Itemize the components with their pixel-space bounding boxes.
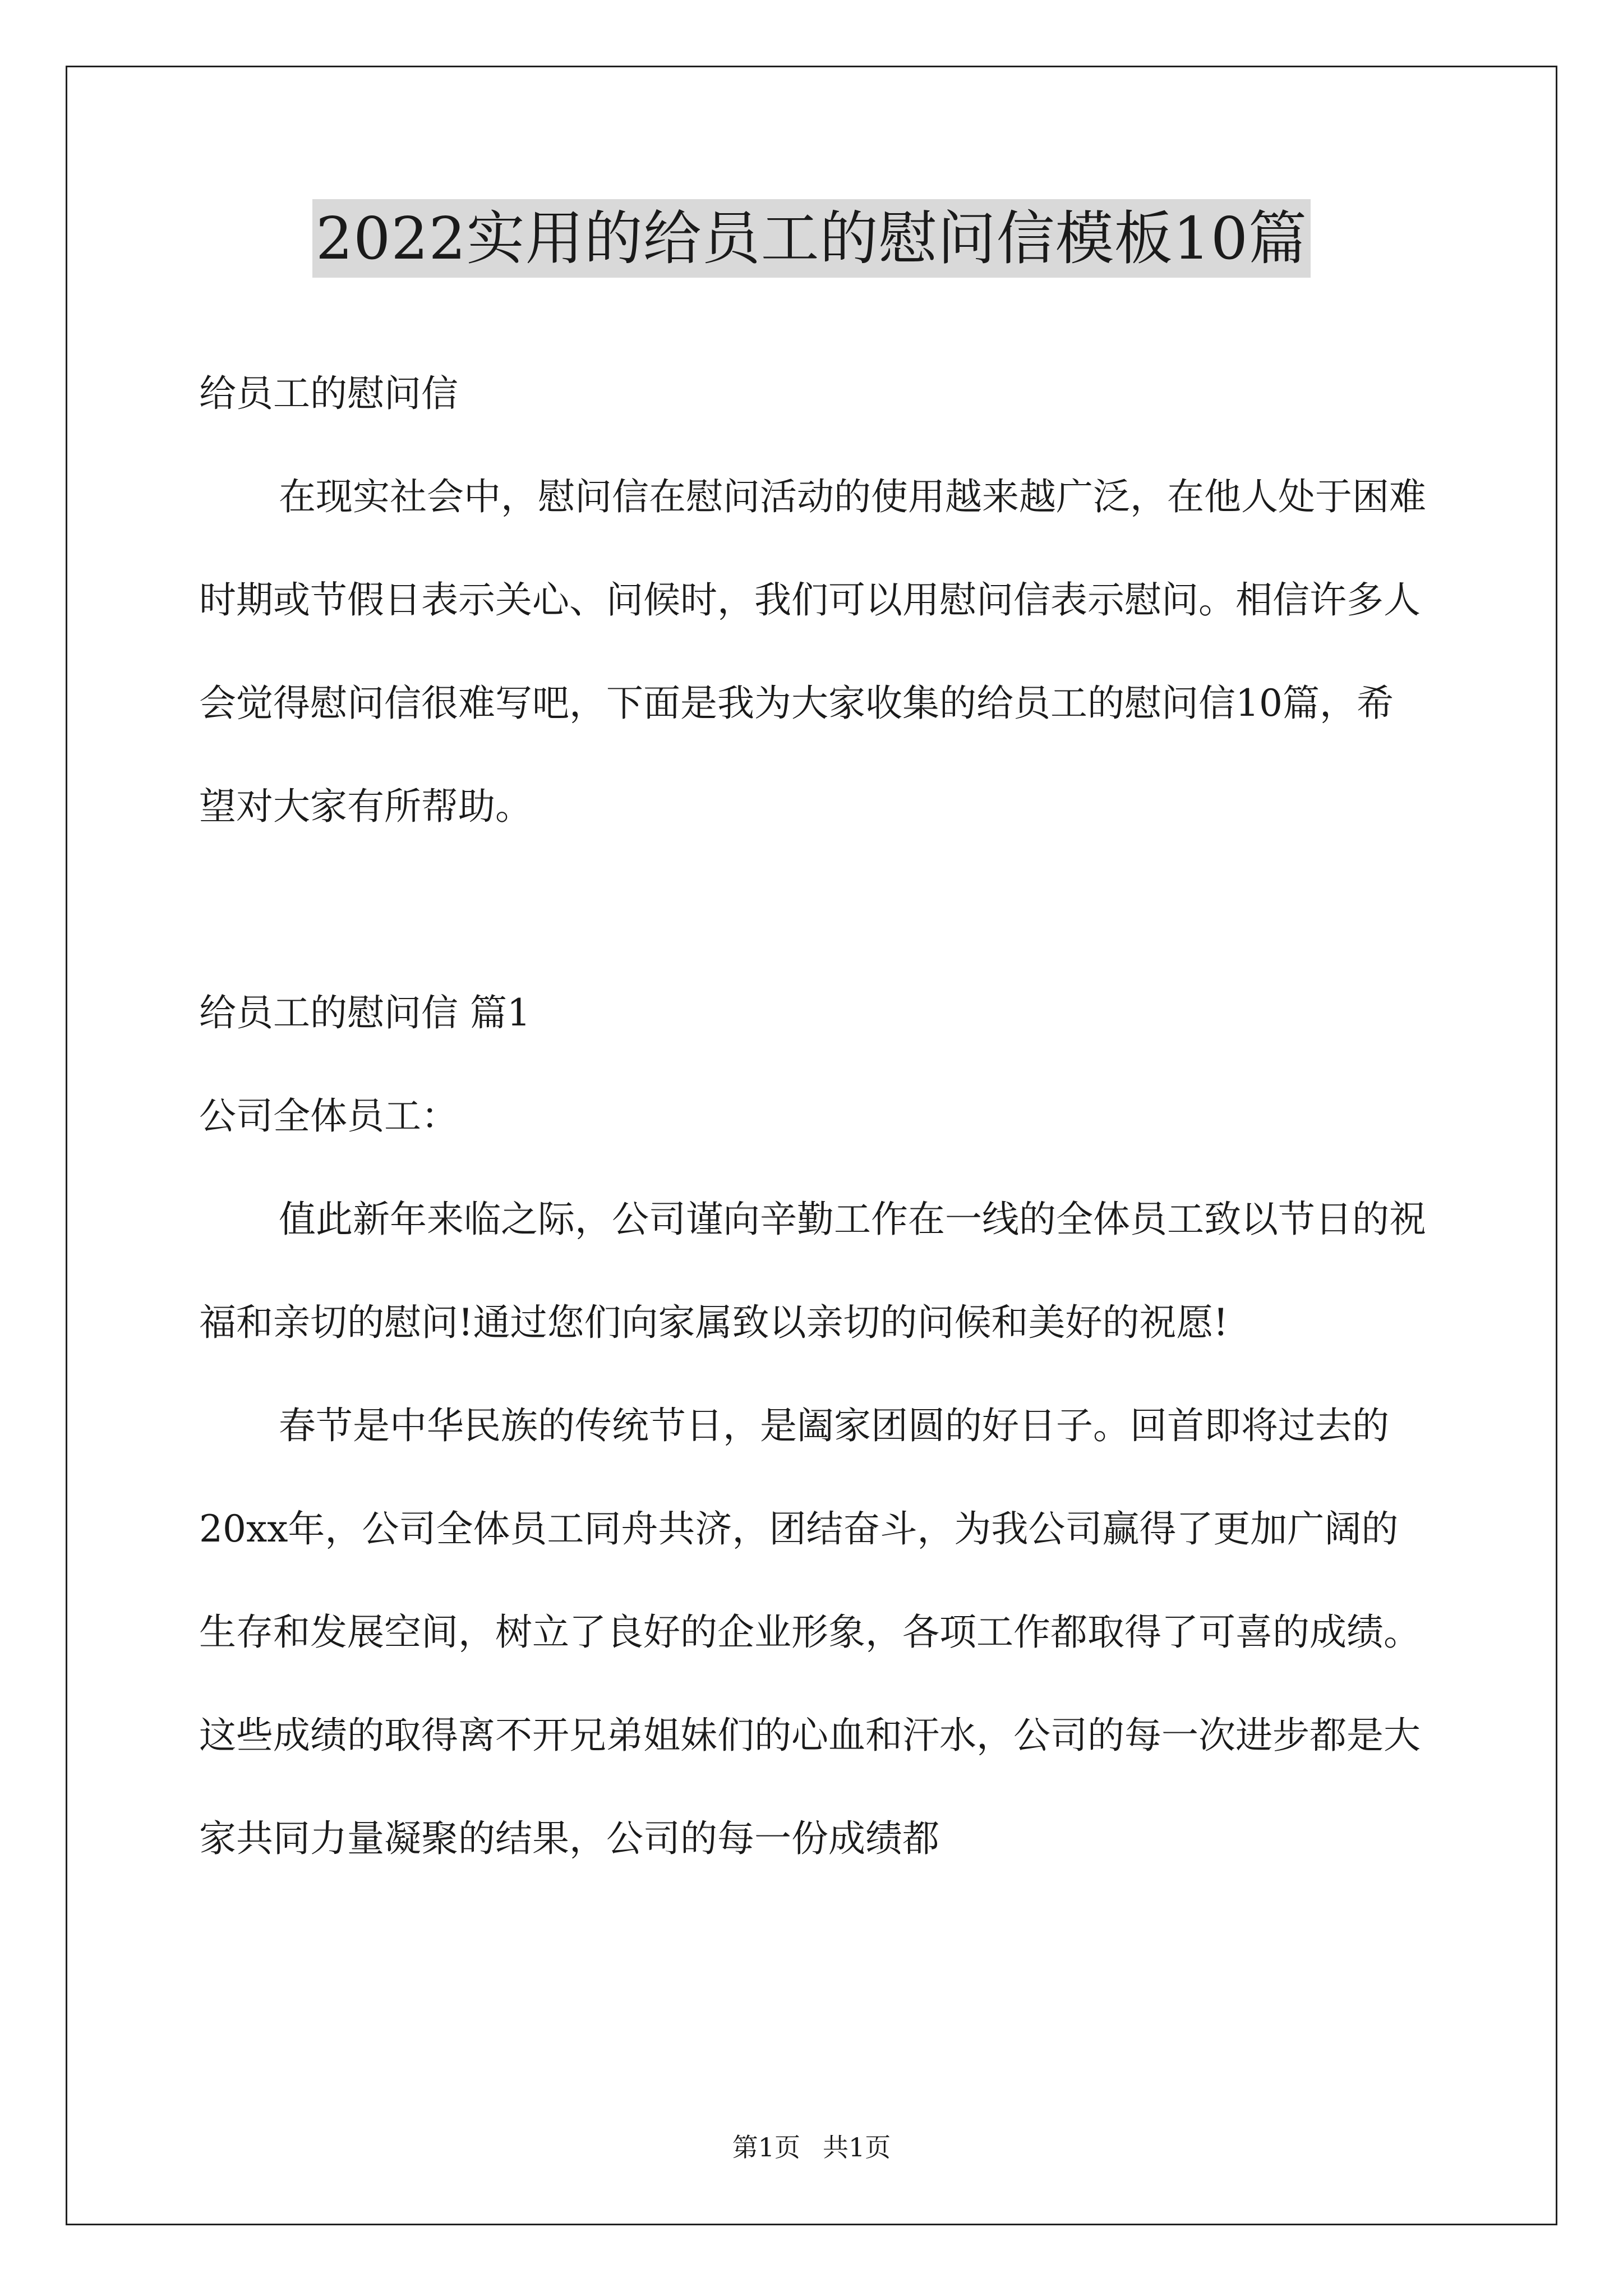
salutation: 公司全体员工： — [199, 1094, 458, 1138]
body-paragraph: 春节是中华民族的传统节日，是阖家团圆的好日子。回首即将过去的20xx年，公司全体员工同舟共济，团结奋斗，为我公司赢得了更加广阔的生存和发展空间，树立了良好的企业形象，各项工作都取得了可喜的成绩。这些成绩的取得离不开兄弟姐妹们的心血和汗水，公司的每一次进步都是大家共同力量凝聚的结果，公司的每一份成绩都 — [199, 1404, 1421, 1860]
body-paragraph: 值此新年来临之际，公司谨向辛勤工作在一线的全体员工致以节日的祝福和亲切的慰问!通过您们向家属致以亲切的问候和美好的祝愿! — [199, 1198, 1426, 1344]
section-heading: 给员工的慰问信 篇1 — [199, 991, 531, 1034]
document-title: 2022实用的给员工的慰问信模板10篇 — [312, 199, 1311, 278]
intro-paragraph: 在现实社会中，慰问信在慰问活动的使用越来越广泛，在他人处于困难时期或节假日表示关心、问候时，我们可以用慰问信表示慰问。相信许多人会觉得慰问信很难写吧，下面是我为大家收集的给员工的慰问信10篇，希望对大家有所帮助。 — [199, 475, 1426, 828]
document-body — [199, 342, 1430, 1890]
intro-heading: 给员工的慰问信 — [199, 372, 458, 415]
page-total: 共1页 — [823, 2132, 891, 2162]
page-footer — [0, 2131, 1623, 2164]
page-number: 第1页 — [732, 2132, 800, 2162]
title-container — [0, 199, 1623, 278]
